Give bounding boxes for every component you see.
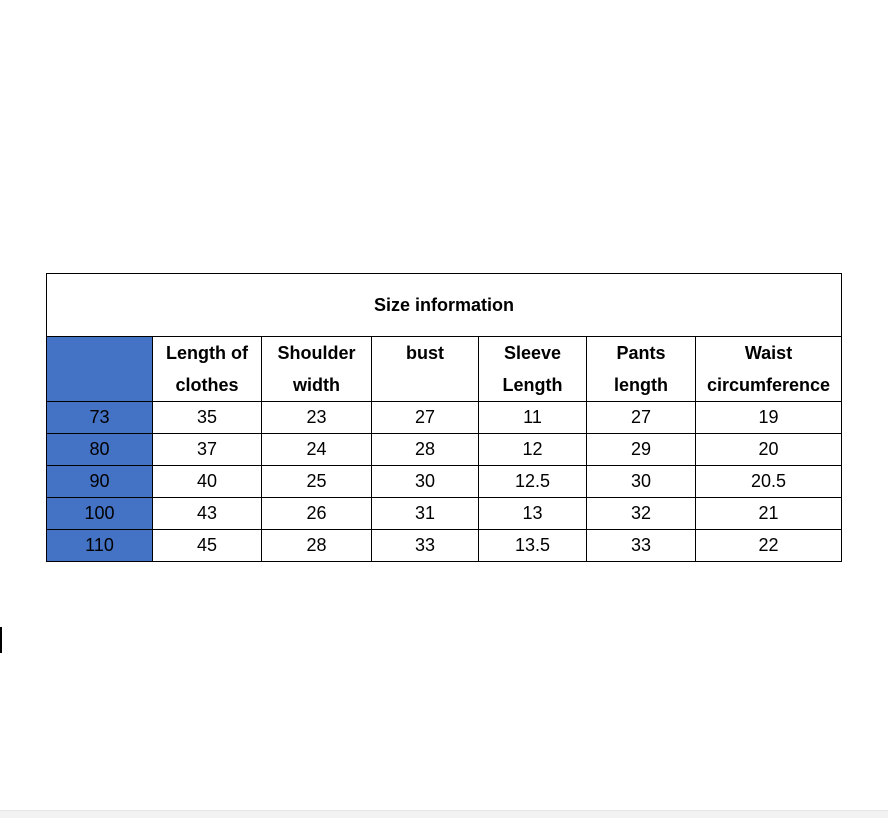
header-waist-circumference: [696, 337, 842, 402]
table-cell: 27: [587, 402, 696, 434]
table-row: [47, 434, 842, 466]
header-line: Length of: [166, 343, 248, 363]
table-cell: 24: [262, 434, 372, 466]
size-cell: 80: [47, 434, 153, 466]
header-line: bust: [406, 343, 444, 363]
table-cell: 26: [262, 498, 372, 530]
header-length-of-clothes: [153, 337, 262, 402]
table-cell: 20.5: [696, 466, 842, 498]
header-line: width: [293, 375, 340, 395]
header-line: Sleeve: [503, 343, 562, 363]
size-header-cell: [47, 337, 153, 402]
header-row: [47, 337, 842, 402]
table-cell: 30: [372, 466, 479, 498]
header-line: length: [614, 375, 668, 395]
size-cell: 100: [47, 498, 153, 530]
header-line: Length: [502, 375, 563, 395]
table-cell: 33: [587, 530, 696, 562]
table-cell: 27: [372, 402, 479, 434]
table-cell: 21: [696, 498, 842, 530]
table-cell: 13.5: [479, 530, 587, 562]
header-line: Pants: [616, 343, 666, 363]
table-cell: 40: [153, 466, 262, 498]
header-pants-length: [587, 337, 696, 402]
bottom-scroll-strip: [0, 810, 888, 818]
table-cell: 31: [372, 498, 479, 530]
table-cell: 43: [153, 498, 262, 530]
table-cell: 32: [587, 498, 696, 530]
table-cell: 25: [262, 466, 372, 498]
text-cursor: [0, 627, 2, 653]
table-cell: 12.5: [479, 466, 587, 498]
header-line: Shoulder: [277, 343, 356, 363]
table-cell: 35: [153, 402, 262, 434]
header-sleeve-length: [479, 337, 587, 402]
table-cell: 23: [262, 402, 372, 434]
table-cell: 19: [696, 402, 842, 434]
header-line: clothes: [175, 375, 239, 395]
size-information-table: [46, 273, 842, 562]
header-bust: [372, 337, 479, 402]
table-cell: 30: [587, 466, 696, 498]
table-cell: 22: [696, 530, 842, 562]
size-cell: 73: [47, 402, 153, 434]
size-cell: 90: [47, 466, 153, 498]
table-row: [47, 402, 842, 434]
table-cell: 20: [696, 434, 842, 466]
table-row: [47, 466, 842, 498]
table-cell: 12: [479, 434, 587, 466]
table-cell: 37: [153, 434, 262, 466]
table-cell: 33: [372, 530, 479, 562]
header-line: Waist: [744, 343, 793, 363]
table-cell: 28: [262, 530, 372, 562]
table-cell: 13: [479, 498, 587, 530]
table-cell: 28: [372, 434, 479, 466]
size-cell: 110: [47, 530, 153, 562]
table-row: [47, 530, 842, 562]
header-shoulder-width: [262, 337, 372, 402]
table-title: Size information: [47, 274, 842, 337]
table-cell: 29: [587, 434, 696, 466]
table-cell: 45: [153, 530, 262, 562]
table-cell: 11: [479, 402, 587, 434]
table-row: [47, 498, 842, 530]
header-line: circumference: [706, 375, 831, 395]
